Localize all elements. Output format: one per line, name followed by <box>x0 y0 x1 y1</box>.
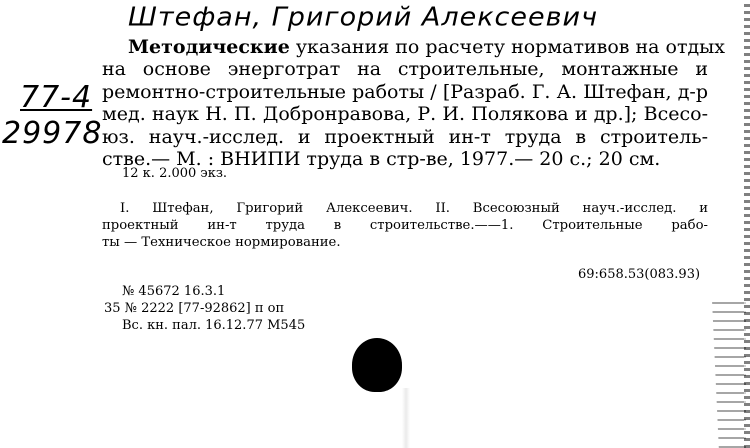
tracings <box>102 200 708 251</box>
title-rest: указания по расчету нормативов на отдых <box>289 36 726 58</box>
description-line <box>102 36 726 58</box>
description-line: мед. наук Н. П. Добронравова, Р. И. Полякова и др.]; Всесо- <box>102 103 708 126</box>
scan-right-edge <box>744 0 750 448</box>
record-number-line: № 45672 16.3.1 <box>122 284 226 299</box>
price-copies: 12 к. 2.000 экз. <box>122 166 228 181</box>
scan-edge-noise <box>712 300 746 448</box>
punch-hole-shadow <box>402 388 410 448</box>
tracing-line: I. Штефан, Григорий Алексеевич. II. Всесоюзный науч.-исслед. и <box>120 201 708 216</box>
record-number-line: Вс. кн. пал. 16.12.77 М545 <box>122 318 306 333</box>
description-line: на основе энерготрат на строительные, монтажные и <box>102 58 708 81</box>
udc-code: 69:658.53(083.93) <box>578 267 701 282</box>
tracing-line: ты — Техническое нормирование. <box>102 235 341 250</box>
call-number-bottom: 29978 <box>2 116 103 151</box>
description-line: юз. науч.-исслед. и проектный ин-т труда в строитель- <box>102 125 708 148</box>
tracing-line: проектный ин-т труда в строительстве.——1. Строительные рабо- <box>102 218 708 233</box>
title-first-word: Методические <box>128 36 290 58</box>
description-line: стве.— М. : ВНИПИ труда в стр-ве, 1977.— 20 с.; 20 см. <box>102 148 661 171</box>
handwritten-heading: Штефан, Григорий Алексеевич <box>128 2 599 33</box>
call-number-top: 77-4 <box>20 80 93 115</box>
bibliographic-description <box>102 36 726 171</box>
description-line: ремонтно-строительные работы / [Разраб. Г. А. Штефан, д-р <box>102 80 708 103</box>
punch-hole <box>352 338 402 392</box>
record-number-line: 35 № 2222 [77-92862] п оп <box>104 301 285 316</box>
